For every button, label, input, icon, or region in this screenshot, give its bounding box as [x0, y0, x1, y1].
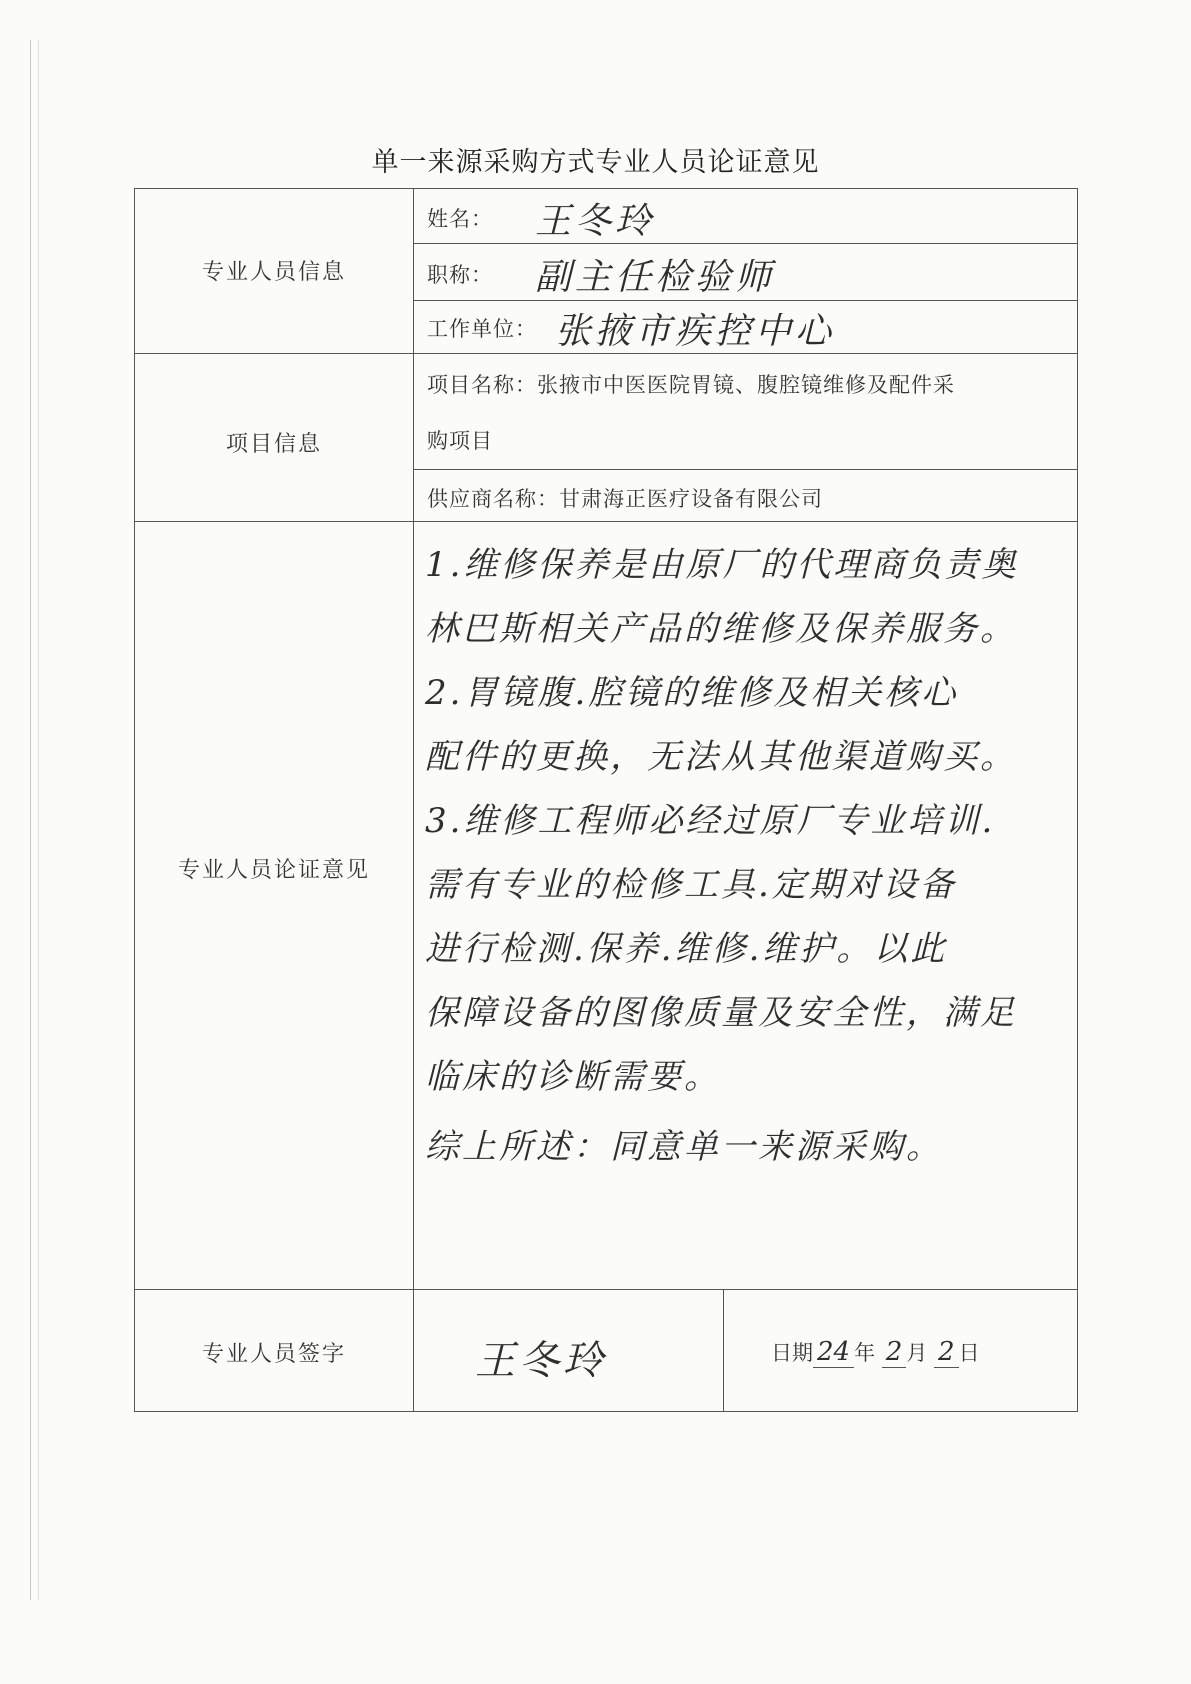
- title-value-handwritten: 副主任检验师: [535, 257, 776, 298]
- title-label: 职称：: [427, 263, 493, 287]
- project-section-label: 项目信息: [225, 432, 322, 457]
- opinion-line: 1.维修保养是由原厂的代理商负责奥: [425, 545, 1019, 585]
- opinion-line: 2.胃镜腹.腔镜的维修及相关核心: [425, 673, 959, 713]
- name-label: 姓名：: [427, 207, 493, 231]
- opinion-line: 配件的更换，无法从其他渠道购买。: [425, 737, 1017, 777]
- row-divider-name: [413, 243, 1077, 244]
- date-field: [771, 1337, 980, 1367]
- document-title: 单一来源采购方式专业人员论证意见: [371, 147, 820, 178]
- opinion-line: 综上所述：同意单一来源采购。: [425, 1127, 943, 1167]
- day-unit: 日: [958, 1341, 980, 1365]
- year-unit: 年: [854, 1341, 876, 1365]
- column-divider: [413, 189, 414, 1411]
- row-divider-project-name: [413, 469, 1077, 470]
- date-label: 日期: [771, 1341, 813, 1365]
- opinion-line: 保障设备的图像质量及安全性，满足: [425, 993, 1017, 1033]
- personnel-section-label: 专业人员信息: [201, 260, 346, 285]
- opinion-line: 林巴斯相关产品的维修及保养服务。: [425, 609, 1017, 649]
- opinion-line: 临床的诊断需要。: [425, 1057, 721, 1097]
- date-month-handwritten: 2: [882, 1337, 907, 1368]
- supplier-text: 供应商名称：甘肃海正医疗设备有限公司: [427, 487, 823, 511]
- month-unit: 月: [906, 1341, 928, 1365]
- opinion-line: 3.维修工程师必经过原厂专业培训.: [425, 801, 996, 841]
- date-day-handwritten: 2: [934, 1337, 959, 1368]
- signature-handwritten: 王冬玲: [475, 1338, 607, 1384]
- opinion-line: 需有专业的检修工具.定期对设备: [425, 865, 957, 905]
- section-divider-project: [135, 521, 1077, 522]
- opinion-section-label: 专业人员论证意见: [177, 858, 370, 883]
- row-divider-title: [413, 300, 1077, 301]
- signature-section-label: 专业人员签字: [201, 1342, 346, 1367]
- binding-margin-line-2: [38, 40, 39, 1600]
- form-table: [134, 188, 1078, 1412]
- date-year-handwritten: 24: [813, 1337, 854, 1368]
- project-name-text-cont: 购项目: [427, 429, 493, 453]
- binding-margin-line: [30, 40, 31, 1600]
- opinion-line: 进行检测.保养.维修.维护。以此: [425, 929, 948, 969]
- date-cell-divider: [723, 1289, 724, 1411]
- workplace-value-handwritten: 张掖市疾控中心: [555, 311, 836, 352]
- project-name-text: 项目名称：张掖市中医医院胃镜、腹腔镜维修及配件采: [427, 373, 955, 397]
- workplace-label: 工作单位：: [427, 317, 537, 341]
- section-divider-opinion: [135, 1289, 1077, 1290]
- name-value-handwritten: 王冬玲: [535, 201, 656, 242]
